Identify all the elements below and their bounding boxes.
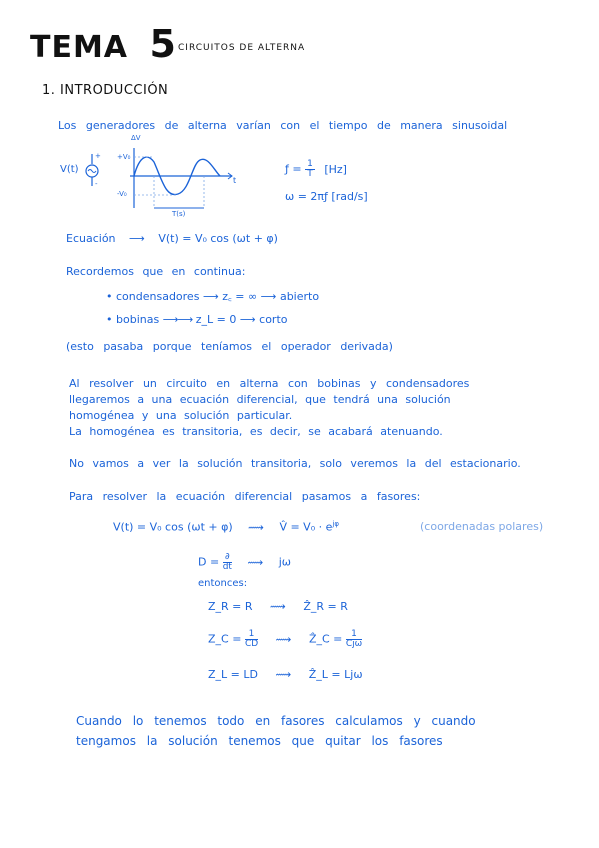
plus-v0-label: +V₀ <box>117 153 131 161</box>
svg-text:+: + <box>95 152 101 160</box>
bullet-condensadores: • condensadores ⟶ z꜀ = ∞ ⟶ abierto <box>106 290 320 303</box>
para3-text: Para resolver la ecuación diferencial pasamos a fasores: <box>69 490 421 503</box>
note-text: (esto pasaba porque teníamos el operador derivada) <box>66 340 393 353</box>
bullet-bobinas: • bobinas ⟶⟶ z_L = 0 ⟶ corto <box>106 313 288 326</box>
final-line2: tengamos la solución tenemos que quitar los fasores <box>76 734 443 748</box>
impedance-l: Z_L = LD ⟿ Ẑ_L = Ljω <box>208 668 363 681</box>
para2-text: No vamos a ver la solución transitoria, solo veremos la del estacionario. <box>69 457 521 470</box>
phasor-line: V(t) = V₀ cos (ωt + φ) ⟿ V̂ = $V_0 \cdot e^{j\varphi}$ <box>113 520 339 534</box>
tema-number: 5 <box>149 22 177 66</box>
section-heading: 1. INTRODUCCIÓN <box>42 83 169 98</box>
frequency-formula: ƒ = $\frac{1}{T}$ [Hz] <box>285 159 347 179</box>
period-label: T(s) <box>172 210 186 218</box>
para1-line4: La homogénea es transitoria, es decir, se acabará atenuando. <box>69 425 443 438</box>
svg-text:-: - <box>95 180 98 188</box>
final-line1: Cuando lo tenemos todo en fasores calculamos y cuando <box>76 714 476 728</box>
sine-wave-diagram <box>82 140 252 220</box>
polar-note: (coordenadas polares) <box>420 520 544 533</box>
para1-line2: llegaremos a una ecuación diferencial, que tendrá una solución <box>69 393 451 406</box>
tema-subtitle: CIRCUITOS DE ALTERNA <box>178 43 306 53</box>
tema-title: TEMA 5 <box>30 22 177 66</box>
impedance-c: Z_C = $\frac{1}{CD}$ ⟿ Ẑ_C = $\frac{1}{\text{Cjω}}$ <box>208 629 363 649</box>
recordemos-text: Recordemos que en continua: <box>66 265 246 278</box>
ecuacion-line: Ecuación ⟶ V(t) = V₀ cos (ωt + φ) <box>66 232 278 245</box>
para1-line3: homogénea y una solución particular. <box>69 409 293 422</box>
entonces-text: entonces: <box>198 578 248 589</box>
axis-t-label: t <box>233 176 237 185</box>
para1-line1: Al resolver un circuito en alterna con bobinas y condensadores <box>69 377 470 390</box>
impedance-r: Z_R = R ⟿ Ẑ_R = R <box>208 600 348 613</box>
intro-text: Los generadores de alterna varían con el tiempo de manera sinusoidal <box>58 119 508 132</box>
axis-y-label: ΔV <box>131 134 141 142</box>
omega-formula: ω = 2πƒ [rad/s] <box>285 190 368 203</box>
d-operator-line: D = $\frac{\partial}{dt}$ ⟿ jω <box>198 552 291 572</box>
minus-v0-label: -V₀ <box>117 190 127 198</box>
source-label: V(t) <box>60 164 79 175</box>
